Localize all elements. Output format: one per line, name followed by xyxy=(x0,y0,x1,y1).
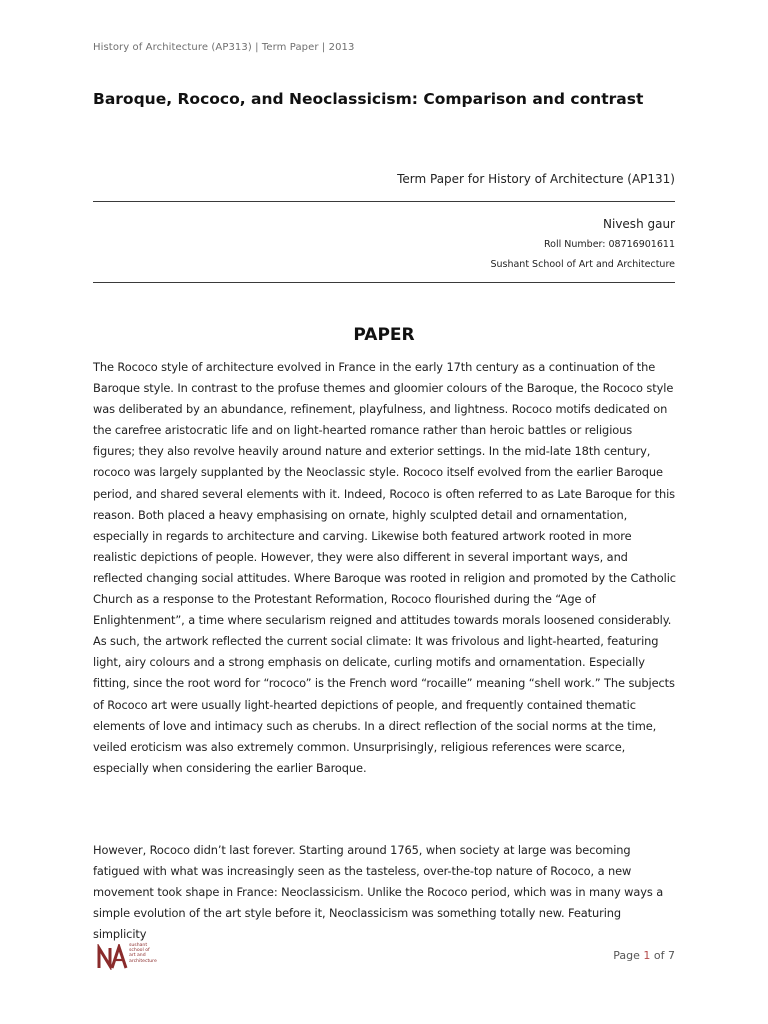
running-header: History of Architecture (AP313) | Term Paper | 2013 xyxy=(93,42,355,53)
document-title: Baroque, Rococo, and Neoclassicism: Comparison and contrast xyxy=(93,90,644,108)
institution-name: Sushant School of Art and Architecture xyxy=(490,259,675,270)
logo-text: sushant school of art and architecture xyxy=(129,943,157,964)
author-name: Nivesh gaur xyxy=(603,217,675,231)
page-current: 1 xyxy=(643,949,651,962)
body-paragraph-2: However, Rococo didn’t last forever. Starting around 1765, when society at large was becoming fatigued with what was increasingly seen as the tasteless, over-the-top nature of Rococo, a new movement took shape in France: Neoclassicism. Unlike the Rococo period, which was in many ways a simple evolution of the art style before it, Neoclassicism was something totally new. Featuring simplicity xyxy=(93,843,664,942)
roll-number: Roll Number: 08716901611 xyxy=(544,239,675,250)
document-subtitle: Term Paper for History of Architecture (AP131) xyxy=(397,172,675,186)
school-logo xyxy=(97,942,167,972)
top-divider xyxy=(93,201,675,202)
page-total: of 7 xyxy=(653,949,675,962)
page-label: Page xyxy=(613,949,640,962)
page-number xyxy=(613,949,675,962)
section-heading: PAPER xyxy=(353,325,415,345)
body-paragraph-1: The Rococo style of architecture evolved in France in the early 17th century as a continuation of the Baroque style. In contrast to the profuse themes and gloomier colours of the Baroque, the Rococo style was deliberated by an abundance, refinement, playfulness, and lightness. Rococo motifs dedicated on the carefree aristocratic life and on light-hearted romance rather than heroic battles or religious figures; they also revolve heavily around nature and exterior settings. In the mid-late 18th century, rococo was largely supplanted by the Neoclassic style. Rococo itself evolved from the earlier Baroque period, and shared several elements with it. Indeed, Rococo is often referred to as Late Baroque for this reason. Both placed a heavy emphasising on ornate, highly sculpted detail and ornamentation, especially in regards to architecture and carving. Likewise both featured artwork rooted in more realistic depictions of people. However, they were also different in several important ways, and reflected changing social attitudes. Where Baroque was rooted in religion and promoted by the Catholic Church as a response to the Protestant Reformation, Rococo flourished during the “Age of Enlightenment”, a time where secularism reigned and attitudes towards morals loosened considerably. As such, the artwork reflected the current social climate: It was frivolous and light-hearted, featuring light, airy colours and a strong emphasis on delicate, curling motifs and ornamentation. Especially fitting, since the root word for “rococo” is the French word “rocaille” meaning “shell work.” The subjects of Rococo art were usually light-hearted depictions of people, and frequently contained thematic elements of love and intimacy such as cherubs. In a direct reflection of the social norms at the time, veiled eroticism was also extremely common. Unsurprisingly, religious references were scarce, especially when considering the earlier Baroque. xyxy=(93,360,676,775)
bottom-divider xyxy=(93,282,675,283)
author-block xyxy=(490,216,675,275)
school-logo-mark-icon xyxy=(97,944,131,970)
